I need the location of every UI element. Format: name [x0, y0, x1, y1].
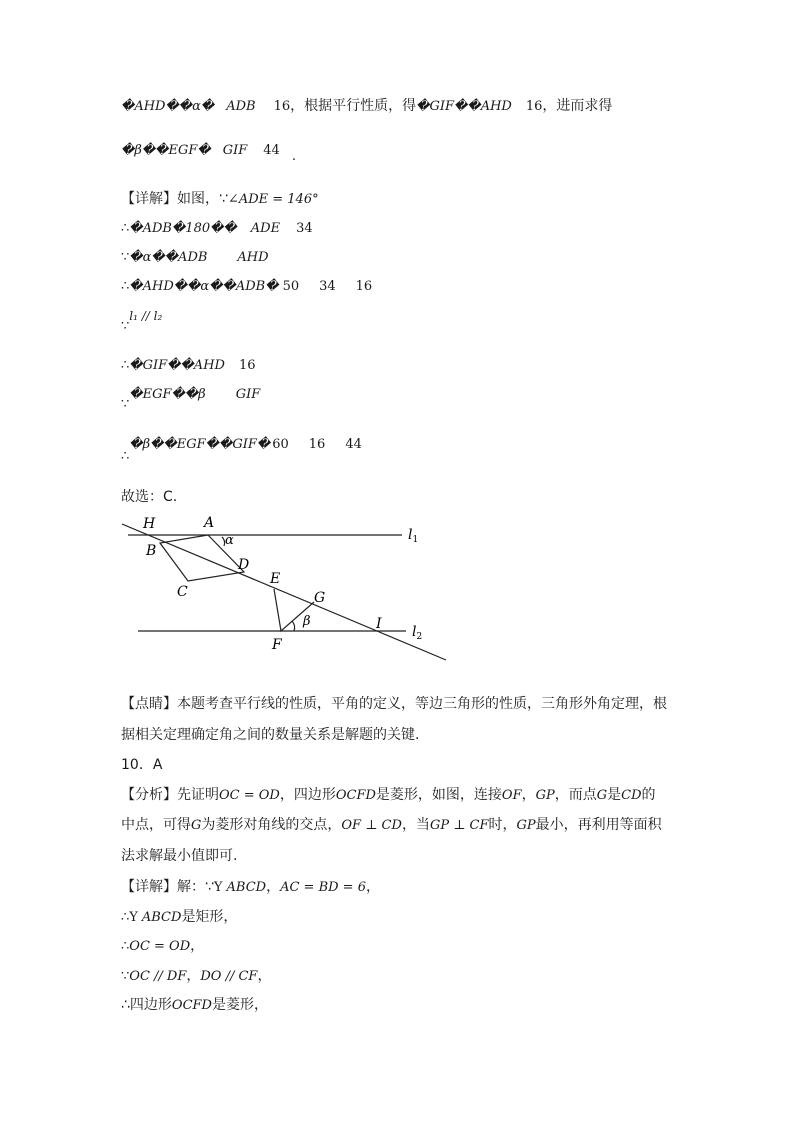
- detail-row-6: [121, 384, 261, 412]
- text: 是菱形，: [211, 997, 268, 1013]
- math-expr: AHD: [237, 250, 269, 265]
- text: ，进而求得: [542, 98, 613, 114]
- math-expr: OC = OD: [219, 788, 280, 803]
- math-number: 16: [273, 99, 291, 114]
- math-expr: �EGF��β: [129, 387, 206, 402]
- text: 【详解】解：∵: [121, 879, 214, 895]
- text: ，而点: [554, 787, 597, 803]
- math-expr: OC // DF: [129, 969, 187, 984]
- symbol: ∴: [121, 449, 130, 464]
- text: 是: [607, 787, 622, 803]
- math-expr: CD: [621, 788, 642, 803]
- math-expr: OF: [501, 788, 522, 803]
- label-i: I: [376, 616, 382, 632]
- text: 【详解】如图，∵: [121, 191, 228, 207]
- detail-head: [121, 189, 319, 210]
- text: ，: [521, 787, 536, 803]
- detail-row-1: [121, 218, 313, 239]
- geometry-figure: [110, 508, 455, 668]
- math-number: 60: [272, 437, 289, 452]
- math-expr: OCFD: [335, 788, 376, 803]
- label-l2: $l_2$: [412, 624, 423, 642]
- text: ，: [257, 968, 272, 984]
- text: 是矩形，: [181, 909, 238, 925]
- detail-row-7: [121, 434, 362, 464]
- math-expr: �AHD��α�: [121, 99, 215, 114]
- symbol: ∴: [121, 358, 130, 373]
- math-expr: ABCD: [226, 880, 267, 895]
- math-number: 44: [263, 143, 280, 158]
- angle-beta-arc: [292, 621, 295, 631]
- label-beta: β: [303, 614, 311, 629]
- text: ，: [365, 879, 380, 895]
- symbol: Y: [129, 910, 138, 925]
- math-expr: �β��EGF�: [121, 143, 211, 158]
- intro-line-2: [121, 140, 296, 164]
- math-number: 34: [319, 279, 336, 294]
- math-number: 16: [355, 279, 373, 294]
- symbol: ∵: [121, 319, 130, 334]
- text: 时，: [488, 817, 517, 833]
- symbol: ∴: [121, 910, 130, 925]
- text: ，: [190, 938, 205, 954]
- math-expr: ADE: [250, 221, 281, 236]
- math-number: 44: [345, 437, 362, 452]
- math-expr: l₁ // l₂: [129, 309, 163, 323]
- label-alpha: α: [225, 533, 234, 548]
- math-expr: ADB: [226, 99, 256, 114]
- symbol: ∵: [121, 969, 130, 984]
- label-c: C: [177, 584, 188, 600]
- math-expr: �GIF��AHD: [129, 358, 225, 373]
- text: ，当: [401, 817, 430, 833]
- label-a: A: [204, 515, 215, 531]
- math-number: 50: [282, 279, 300, 294]
- math-expr: GP: [516, 818, 536, 833]
- q10-analysis-line-3: 法求解最小值即可.: [121, 848, 238, 864]
- text: ，四边形: [279, 787, 336, 803]
- text: 中点，可得: [121, 817, 191, 833]
- text: 是菱形，如图，连接: [375, 787, 502, 803]
- math-expr: GP: [535, 788, 555, 803]
- detail-row-3: [121, 276, 372, 297]
- detail-row-5: [121, 355, 256, 376]
- text: 最小，再利用等面积: [535, 817, 662, 833]
- math-expr: ABCD: [141, 910, 182, 925]
- math-expr: �α��ADB: [129, 250, 208, 265]
- label-d: D: [238, 557, 250, 573]
- math-expr: �β��EGF��GIF�: [129, 437, 271, 452]
- math-expr: ∠ADE = 146°: [227, 192, 319, 207]
- q10-number: 10．A: [121, 757, 163, 773]
- transversal-line: [122, 524, 446, 660]
- math-expr: AC = BD = 6: [280, 880, 366, 895]
- math-number: 16: [238, 358, 256, 373]
- q10-detail-line-3: [121, 936, 204, 957]
- math-expr: DO // CF: [200, 969, 258, 984]
- math-number: 16: [525, 99, 543, 114]
- q10-analysis-line-1: [121, 785, 656, 806]
- answer: 故选：C.: [121, 489, 178, 505]
- label-f: F: [272, 637, 282, 653]
- math-expr: G: [191, 818, 202, 833]
- math-expr: GIF: [222, 143, 248, 158]
- text: 的: [641, 787, 656, 803]
- symbol: Y: [213, 880, 223, 895]
- math-number: 34: [296, 221, 313, 236]
- text: ，: [266, 879, 281, 895]
- q10-detail-line-4: [121, 966, 271, 987]
- q10-detail-line-1: [121, 877, 380, 898]
- math-expr: G: [596, 788, 608, 803]
- text: ∴四边形: [121, 997, 172, 1013]
- symbol: ∵: [121, 397, 130, 412]
- comment-line-2: 据相关定理确定角之间的数量关系是解题的关键.: [121, 727, 420, 743]
- math-expr: GP ⊥ CF: [429, 818, 489, 833]
- math-expr: �AHD��α��ADB�: [129, 279, 279, 294]
- text: 为菱形对角线的交点，: [201, 817, 342, 833]
- q10-detail-line-5: [121, 995, 268, 1016]
- label-l1: $l_1$: [408, 527, 419, 545]
- detail-row-4: [121, 306, 163, 334]
- math-expr: OF ⊥ CD: [341, 818, 402, 833]
- label-b: B: [146, 543, 157, 559]
- text: ，根据平行性质，得: [290, 98, 417, 114]
- comment-line-1: 【点睛】本题考查平行线的性质，平角的定义，等边三角形的性质，三角形外角定理，根: [121, 696, 667, 712]
- detail-row-2: [121, 247, 269, 268]
- text: ，: [186, 968, 201, 984]
- math-expr: OC = OD: [129, 939, 191, 954]
- math-expr: GIF: [235, 387, 261, 402]
- symbol: ∴: [121, 939, 130, 954]
- symbol: ∴: [121, 221, 130, 236]
- math-expr: �ADB�180��: [129, 221, 237, 236]
- symbol: ∴: [121, 279, 130, 294]
- text: .: [291, 149, 296, 164]
- symbol: ∵: [121, 250, 130, 265]
- label-g: G: [314, 590, 326, 606]
- q10-detail-line-2: [121, 907, 237, 928]
- text: 【分析】先证明: [121, 787, 219, 803]
- label-h: H: [143, 516, 156, 532]
- intro-line-1: [121, 96, 612, 117]
- math-expr: OCFD: [171, 998, 212, 1013]
- q10-analysis-line-2: [121, 815, 662, 836]
- label-e: E: [270, 571, 281, 587]
- math-number: 16: [308, 437, 326, 452]
- math-expr: �GIF��AHD: [416, 99, 512, 114]
